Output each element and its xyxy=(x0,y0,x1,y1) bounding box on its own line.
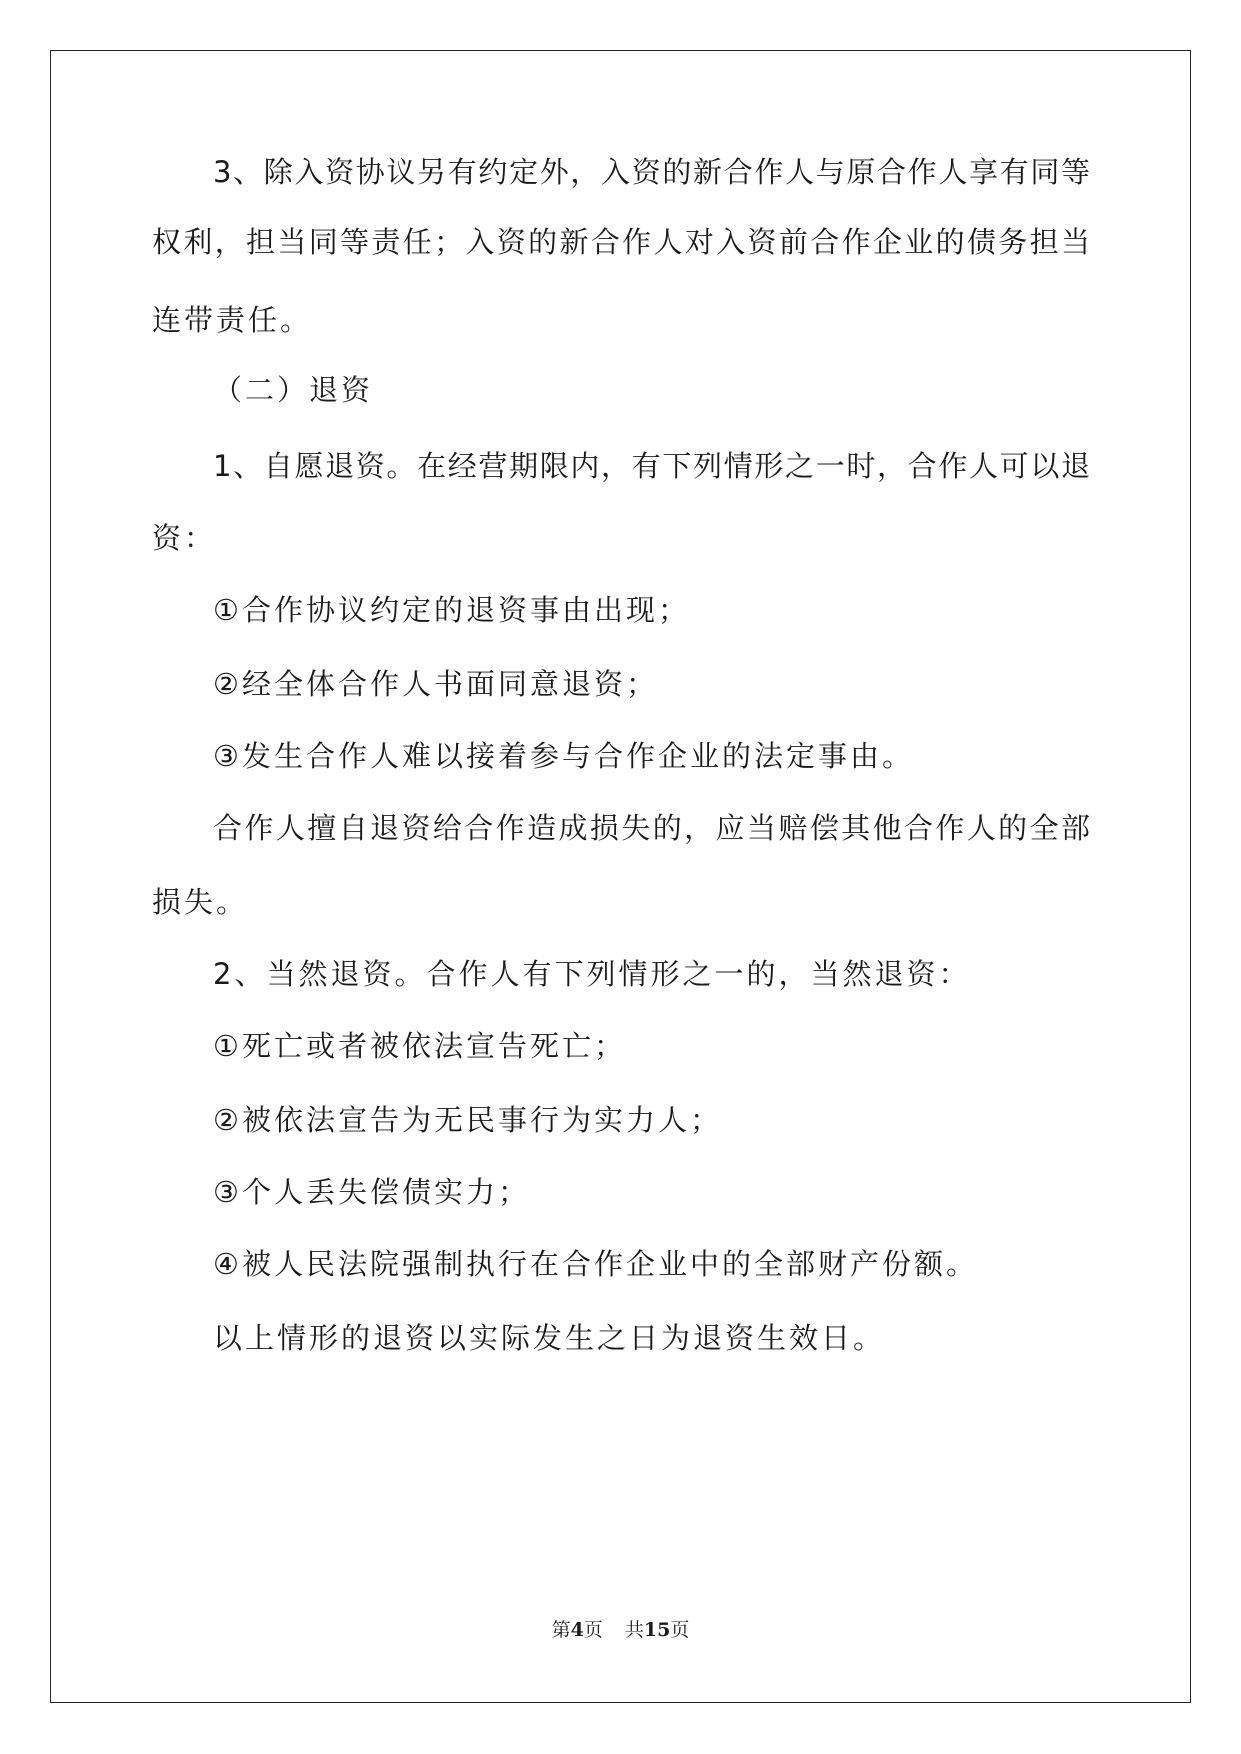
paragraph-line: 2、当然退资。合作人有下列情形之一的，当然退资： xyxy=(213,957,971,991)
list-item: ③发生合作人难以接着参与合作企业的法定事由。 xyxy=(213,739,914,773)
total-prefix: 共 xyxy=(624,1619,644,1641)
paragraph-line: 合作人擅自退资给合作造成损失的，应当赔偿其他合作人的全部 xyxy=(213,811,1090,845)
list-item: ②被依法宣告为无民事行为实力人； xyxy=(213,1103,722,1137)
list-item: ①合作协议约定的退资事由出现； xyxy=(213,593,690,627)
paragraph-line: 1、自愿退资。在经营期限内，有下列情形之一时，合作人可以退 xyxy=(213,449,1090,483)
list-item: ①死亡或者被依法宣告死亡； xyxy=(213,1029,626,1063)
page-prefix: 第 xyxy=(551,1619,571,1641)
page-footer xyxy=(0,1615,1241,1642)
page-border xyxy=(50,50,1191,1703)
current-page-number: 4 xyxy=(570,1619,584,1641)
total-suffix: 页 xyxy=(670,1619,690,1641)
paragraph-line: 权利，担当同等责任；入资的新合作人对入资前合作企业的债务担当 xyxy=(152,225,1090,259)
list-item: ②经全体合作人书面同意退资； xyxy=(213,667,658,701)
paragraph-line: 连带责任。 xyxy=(152,303,313,337)
list-item: ④被人民法院强制执行在合作企业中的全部财产份额。 xyxy=(213,1247,978,1281)
paragraph-line: 3、除入资协议另有约定外，入资的新合作人与原合作人享有同等 xyxy=(213,155,1090,189)
paragraph-line: 损失。 xyxy=(152,885,249,919)
paragraph-line: 以上情形的退资以实际发生之日为退资生效日。 xyxy=(213,1321,886,1355)
total-page-count: 15 xyxy=(643,1619,671,1641)
paragraph-line: 资： xyxy=(152,521,217,555)
page-suffix: 页 xyxy=(583,1619,603,1641)
list-item: ③个人丢失偿债实力； xyxy=(213,1175,530,1209)
section-heading: （二）退资 xyxy=(213,373,374,407)
